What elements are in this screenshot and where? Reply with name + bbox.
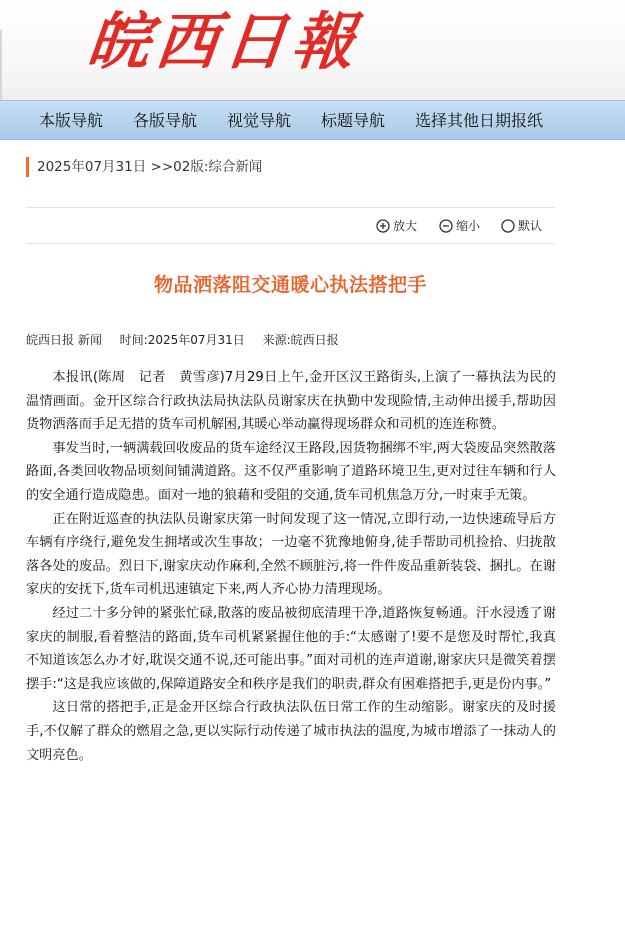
article-paragraph: 这日常的搭把手,正是金开区综合行政执法队伍日常工作的生动缩影。谢家庆的及时援手,不仅解了群众的燃眉之急,更以实际行动传递了城市执法的温度,为城市增添了一抹动人的文明亮色。: [26, 700, 556, 763]
article-paragraph: 本报讯(陈周 记者 黄雪彦)7月29日上午,金开区汉王路街头,上演了一幕执法为民的温情画面。金开区综合行政执法局执法队员谢家庆在执勤中发现险情,主动伸出援手,帮助因货物洒落而手足无措的货车司机解困,其暖心举动赢得现场群众和司机的连连称赞。: [26, 370, 556, 433]
meta-origin: 来源:皖西日报: [262, 333, 339, 347]
minus-circle-icon: [439, 219, 453, 233]
breadcrumb: [26, 157, 262, 177]
meta-source: 皖西日报 新闻: [26, 333, 102, 347]
newspaper-logo: 皖西日報: [84, 5, 364, 78]
article-paragraph: 正在附近巡查的执法队员谢家庆第一时间发现了这一情况,立即行动,一边快速疏导后方车辆有序绕行,避免发生拥堵或次生事故；一边毫不犹豫地俯身,徒手帮助司机捡拾、归拢散落各处的废品。烈日下,谢家庆动作麻利,全然不顾脏污,将一件件废品重新装袋、捆扎。在谢家庆的安抚下,货车司机迅速镇定下来,两人齐心协力清理现场。: [26, 511, 556, 598]
default-size-label: 默认: [518, 219, 543, 233]
default-size-button[interactable]: [501, 218, 542, 235]
article-title: 物品洒落阻交通暖心执法搭把手: [153, 274, 427, 296]
nav-all-pages[interactable]: 各版导航: [133, 111, 198, 130]
meta-time: 时间:2025年07月31日: [119, 333, 245, 347]
nav-headlines[interactable]: 标题导航: [321, 111, 386, 130]
article-body: [26, 366, 556, 767]
font-size-toolbar: [26, 207, 555, 244]
article-paragraph: 经过二十多分钟的紧张忙碌,散落的废品被彻底清理干净,道路恢复畅通。汗水浸透了谢家庆的制服,看着整洁的路面,货车司机紧紧握住他的手:“太感谢了!要不是您及时帮忙,我真不知道该怎么办才好,耽误交通不说,还可能出事。”面对司机的连声道谢,谢家庆只是微笑着摆摆手:“这是我应该做的,保障道路安全和秩序是我们的职责,群众有困难搭把手,更是份内事。”: [26, 605, 556, 692]
breadcrumb-date[interactable]: 2025年07月31日: [37, 159, 147, 175]
breadcrumb-section[interactable]: 02版:综合新闻: [173, 159, 263, 175]
masthead: [0, 0, 625, 100]
zoom-out-label: 缩小: [456, 219, 481, 233]
article-paragraph: 事发当时,一辆满载回收废品的货车途经汉王路段,因货物捆绑不牢,两大袋废品突然散落路面,各类回收物品顷刻间铺满道路。这不仅严重影响了道路环境卫生,更对过往车辆和行人的安全通行造成隐患。面对一地的狼藉和受阻的交通,货车司机焦急万分,一时束手无策。: [26, 440, 556, 503]
plus-circle-icon: [376, 219, 390, 233]
nav-other-date[interactable]: 选择其他日期报纸: [415, 111, 544, 130]
zoom-out-button[interactable]: [439, 218, 480, 235]
nav-visual[interactable]: 视觉导航: [227, 111, 292, 130]
main-nav: [0, 100, 625, 140]
zoom-in-button[interactable]: [376, 218, 417, 235]
circle-icon: [501, 219, 515, 233]
nav-this-page[interactable]: 本版导航: [39, 111, 104, 130]
masthead-divider: [0, 30, 2, 100]
zoom-in-label: 放大: [393, 219, 418, 233]
article-meta: [26, 332, 353, 348]
breadcrumb-separator: >>: [146, 159, 174, 175]
